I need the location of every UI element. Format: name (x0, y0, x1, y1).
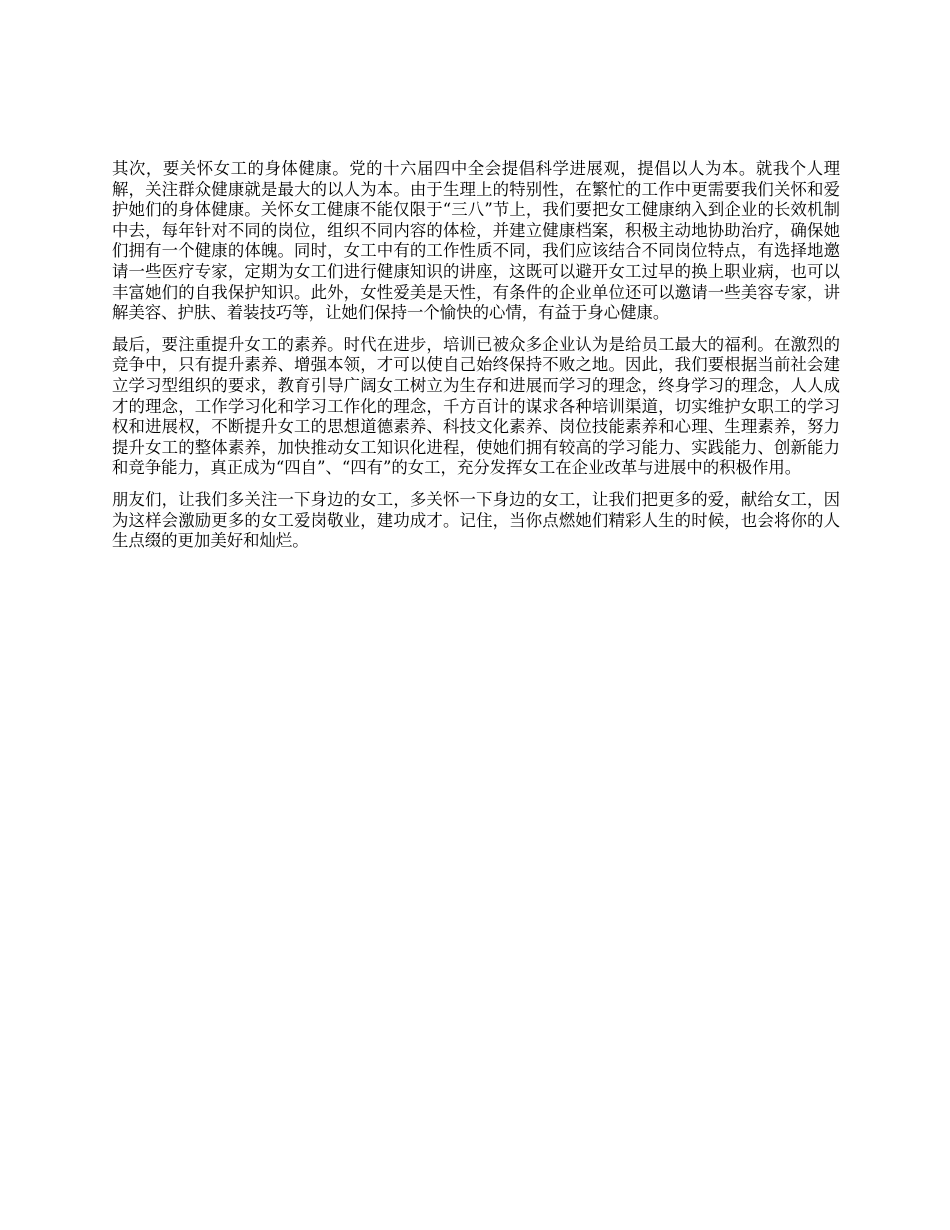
paragraph-health: 其次，要关怀女工的身体健康。党的十六届四中全会提倡科学进展观，提倡以人为本。就我个人理解，关注群众健康就是最大的以人为本。由于生理上的特别性，在繁忙的工作中更需要我们关怀和爱护她们的身体健康。关怀女工健康不能仅限于“三八”节上，我们要把女工健康纳入到企业的长效机制中去，每年针对不同的岗位，组织不同内容的体检，并建立健康档案，积极主动地协助治疗，确保她们拥有一个健康的体魄。同时，女工中有的工作性质不同，我们应该结合不同岗位特点，有选择地邀请一些医疗专家，定期为女工们进行健康知识的讲座，这既可以避开女工过早的换上职业病，也可以丰富她们的自我保护知识。此外，女性爱美是天性，有条件的企业单位还可以邀请一些美容专家，讲解美容、护肤、着装技巧等，让她们保持一个愉快的心情，有益于身心健康。 (112, 159, 840, 323)
paragraph-closing: 朋友们，让我们多关注一下身边的女工，多关怀一下身边的女工，让我们把更多的爱，献给女工，因为这样会激励更多的女工爱岗敬业，建功成才。记住，当你点燃她们精彩人生的时候，也会将你的人生点缀的更加美好和灿烂。 (112, 489, 840, 551)
document-body (112, 159, 840, 563)
paragraph-quality: 最后，要注重提升女工的素养。时代在进步，培训已被众多企业认为是给员工最大的福利。在激烈的竞争中，只有提升素养、增强本领，才可以使自己始终保持不败之地。因此，我们要根据当前社会建立学习型组织的要求，教育引导广阔女工树立为生存和进展而学习的理念，终身学习的理念，人人成才的理念，工作学习化和学习工作化的理念，千方百计的谋求各种培训渠道，切实维护女职工的学习权和进展权，不断提升女工的思想道德素养、科技文化素养、岗位技能素养和心理、生理素养，努力提升女工的整体素养，加快推动女工知识化进程，使她们拥有较高的学习能力、实践能力、创新能力和竞争能力，真正成为“四自”、“四有”的女工，充分发挥女工在企业改革与进展中的积极作用。 (112, 334, 840, 478)
